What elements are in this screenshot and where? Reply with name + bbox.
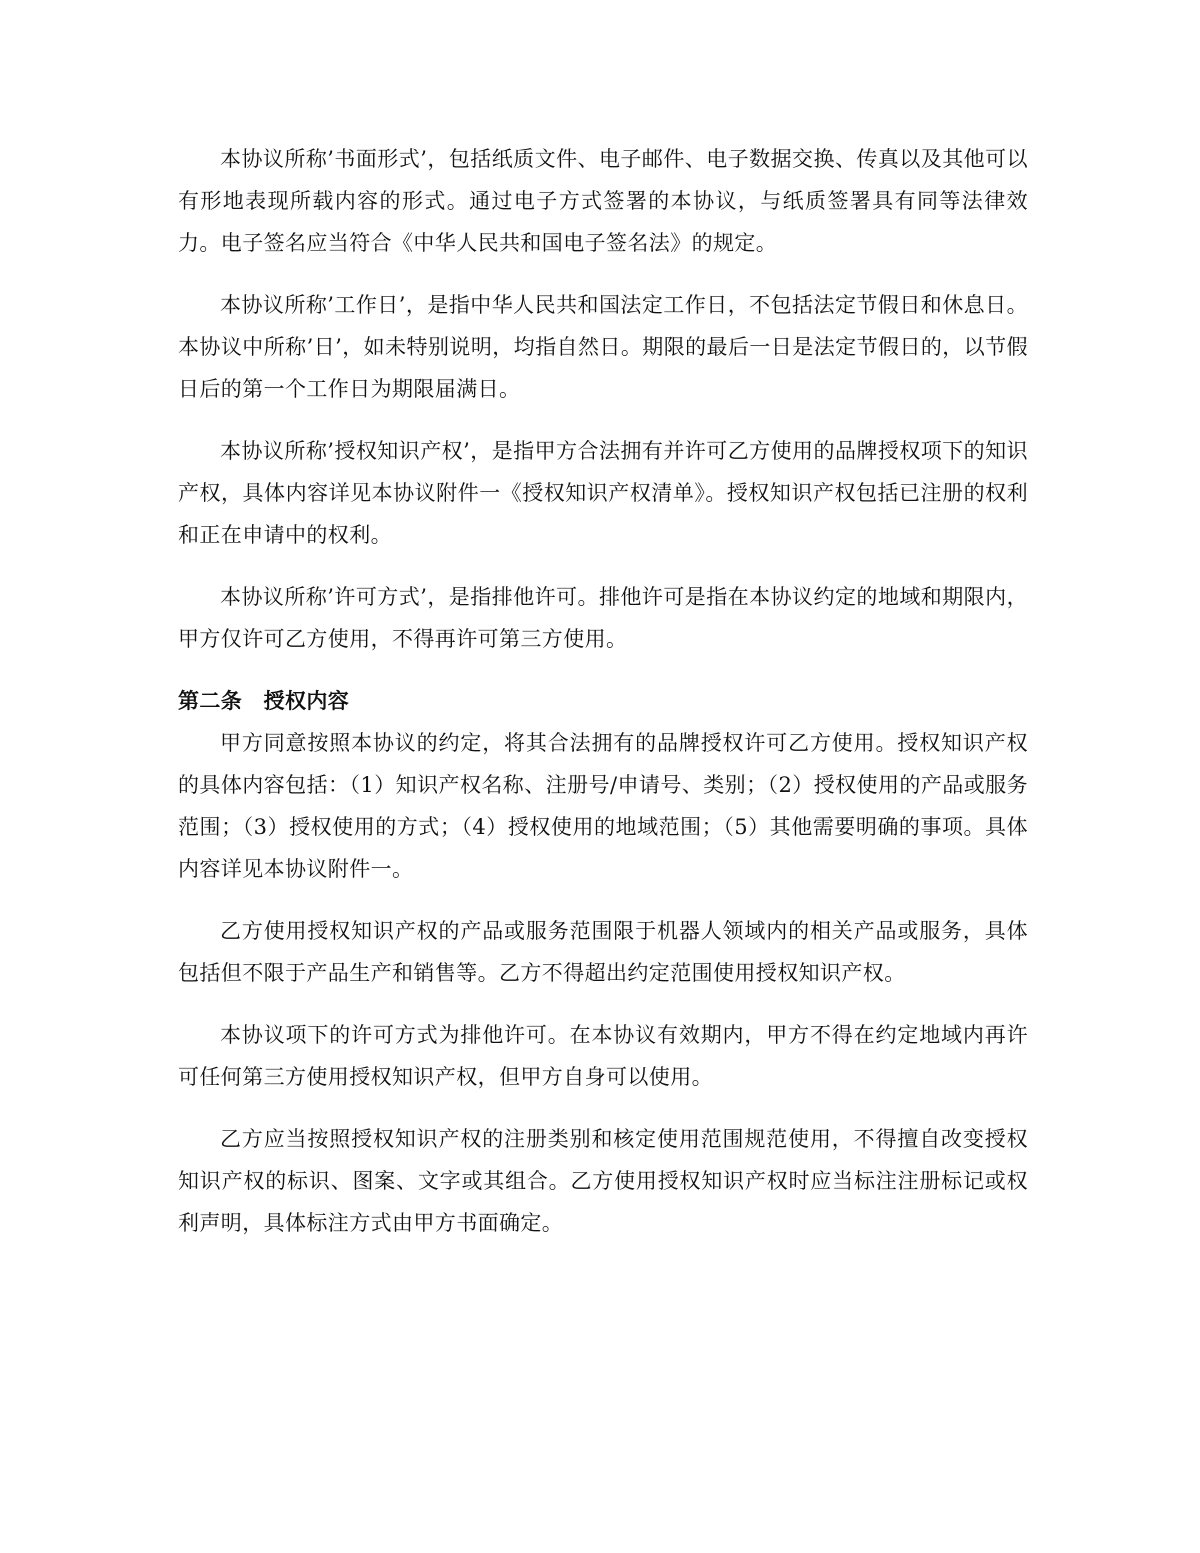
paragraph-exclusive-license: 本协议项下的许可方式为排他许可。在本协议有效期内，甲方不得在约定地域内再许可任何第三方使用授权知识产权，但甲方自身可以使用。 <box>178 1023 1028 1089</box>
document-body <box>178 138 1028 1264</box>
paragraph-scope-of-use: 乙方使用授权知识产权的产品或服务范围限于机器人领域内的相关产品或服务，具体包括但不限于产品生产和销售等。乙方不得超出约定范围使用授权知识产权。 <box>178 919 1028 985</box>
paragraph-written-form-definition: 本协议所称’书面形式’，包括纸质文件、电子邮件、电子数据交换、传真以及其他可以有形地表现所载内容的形式。通过电子方式签署的本协议，与纸质签署具有同等法律效力。电子签名应当符合《中华人民共和国电子签名法》的规定。 <box>178 147 1028 255</box>
paragraph-working-day-definition: 本协议所称’工作日’，是指中华人民共和国法定工作日，不包括法定节假日和休息日。本协议中所称’日’，如未特别说明，均指自然日。期限的最后一日是法定节假日的，以节假日后的第一个工作日为期限届满日。 <box>178 293 1028 401</box>
paragraph-licensed-ip-definition: 本协议所称’授权知识产权’，是指甲方合法拥有并许可乙方使用的品牌授权项下的知识产权，具体内容详见本协议附件一《授权知识产权清单》。授权知识产权包括已注册的权利和正在申请中的权利。 <box>178 439 1028 547</box>
paragraph-license-content: 甲方同意按照本协议的约定，将其合法拥有的品牌授权许可乙方使用。授权知识产权的具体内容包括：（1）知识产权名称、注册号/申请号、类别；（2）授权使用的产品或服务范围；（3）授权使用的方式；（4）授权使用的地域范围；（5）其他需要明确的事项。具体内容详见本协议附件一。 <box>178 731 1028 881</box>
paragraph-usage-requirements: 乙方应当按照授权知识产权的注册类别和核定使用范围规范使用，不得擅自改变授权知识产权的标识、图案、文字或其组合。乙方使用授权知识产权时应当标注注册标记或权利声明，具体标注方式由甲方书面确定。 <box>178 1127 1028 1235</box>
paragraph-license-method-definition: 本协议所称’许可方式’，是指排他许可。排他许可是指在本协议约定的地域和期限内，甲方仅许可乙方使用，不得再许可第三方使用。 <box>178 585 1028 651</box>
section-heading-article-2: 第二条 授权内容 <box>178 689 350 713</box>
